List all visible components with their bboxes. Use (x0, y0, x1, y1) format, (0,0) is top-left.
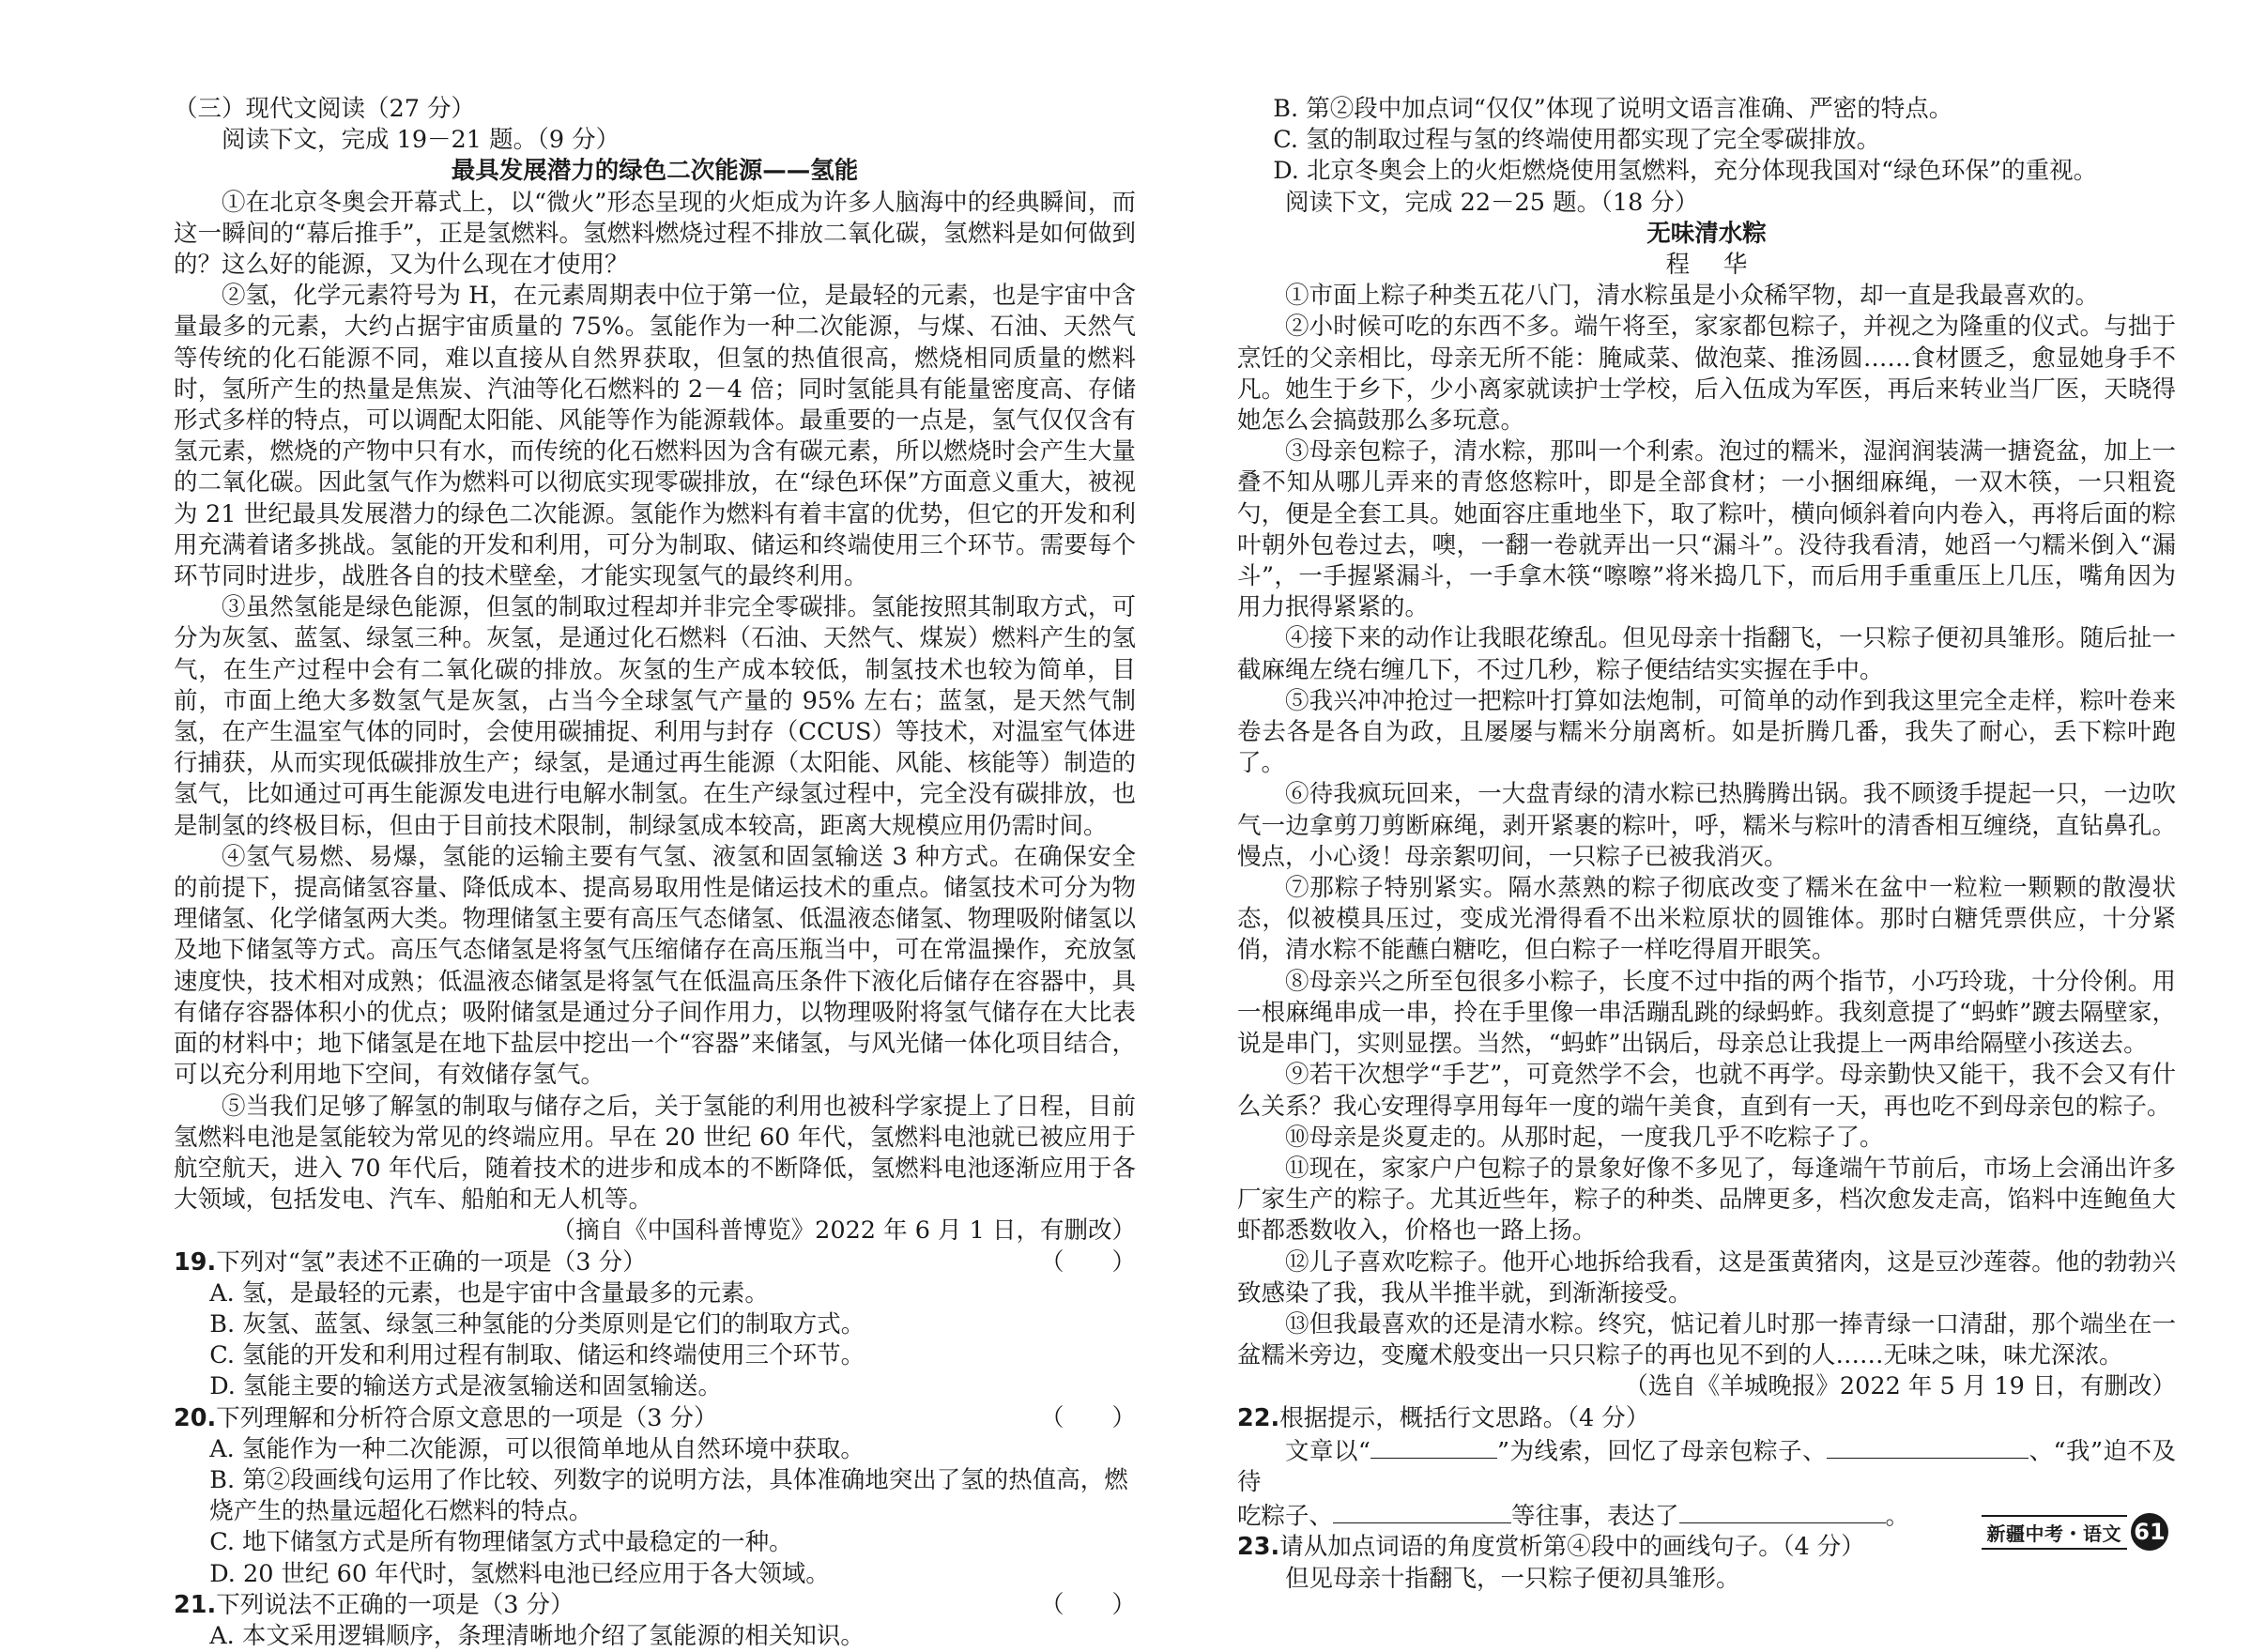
question-number: 22. (1237, 1403, 1280, 1432)
quoted-sentence: 但见母亲十指翻飞，一只粽子便初具雏形。 (1285, 1564, 1740, 1593)
question-19 (174, 1247, 1136, 1403)
paragraph: ②小时候可吃的东西不多。端午将至，家家都包粽子，并视之为隆重的仪式。与拙于烹饪的父亲相比，母亲无所不能：腌咸菜、做泡菜、推汤圆……食材匮乏，愈显她身手不凡。她生于乡下，少小离家就读护士学校，后入伍成为军医，再后来转业当厂医，天晓得她怎么会搞鼓那么多玩意。 (1237, 313, 2176, 436)
question-text: 下列理解和分析符合原文意思的一项是（3 分） (216, 1403, 718, 1432)
paragraph: ②氢，化学元素符号为 H，在元素周期表中位于第一位，是最轻的元素，也是宇宙中含量最多的元素，大约占据宇宙质量的 75%。氢能作为一种二次能源，与煤、石油、天然气等传统的化石能源不同，难以直接从自然界获取，但氢的热值很高，燃烧相同质量的燃料时，氢所产生的热量是焦炭、汽油等化石燃料的 2－4 倍；同时氢能具有能量密度高、存储形式多样的特点，可以调配太阳能、风能等作为能源载体。最重要的一点是，氢气仅仅含有氢元素，燃烧的产物中只有水，而传统的化石燃料因为含有碳元素，所以燃烧时会产生大量的二氧化碳。因此氢气作为燃料可以彻底实现零碳排放，在“绿色环保”方面意义重大，被视为 21 世纪最具发展潜力的绿色二次能源。氢能作为燃料有着丰富的优势，但它的开发和利用充满着诸多挑战。氢能的开发和利用，可分为制取、储运和终端使用三个环节。需要每个环节同时进步，战胜各自的技术壁垒，才能实现氢气的最终利用。 (174, 282, 1136, 591)
question-text: 请从加点词语的角度赏析第④段中的画线句子。（4 分） (1279, 1533, 1865, 1562)
option: D. 北京冬奥会上的火炬燃烧使用氢燃料，充分体现我国对“绿色环保”的重视。 (1273, 157, 2098, 186)
answer-blank[interactable] (1827, 1434, 2029, 1460)
answer-blank: （ ） (1039, 1590, 1136, 1619)
reading-intro: 阅读下文，完成 22－25 题。（18 分） (1285, 188, 1699, 217)
fill-text: ”为线索，回忆了母亲包粽子、 (1496, 1437, 1828, 1466)
paragraph: ⑪现在，家家户户包粽子的景象好像不多见了，每逢端午节前后，市场上会涌出许多厂家生产的粽子。尤其近些年，粽子的种类、品牌更多，档次愈发走高，馅料中连鲍鱼大虾都悉数收入，价格也一路上扬。 (1237, 1154, 2176, 1246)
fill-text: 吃粽子、 (1237, 1502, 1334, 1531)
paragraph: ⑨若干次想学“手艺”，可竟然学不会，也就不再学。母亲勤快又能干，我不会又有什么关系？我心安理得享用每年一度的端午美食，直到有一天，再也吃不到母亲包的粽子。 (1237, 1061, 2176, 1121)
question-number: 21. (174, 1590, 217, 1619)
question-number: 19. (174, 1247, 217, 1277)
answer-blank[interactable] (1679, 1499, 1886, 1524)
page-number: 61 (2131, 1513, 2168, 1551)
page-footer (1976, 1511, 2168, 1553)
question-text: 下列说法不正确的一项是（3 分） (216, 1590, 574, 1619)
paragraph: ⑥待我疯玩回来，一大盘青绿的清水粽已热腾腾出锅。我不顾烫手提起一只，一边吹气一边拿剪刀剪断麻绳，剥开紧裹的粽叶，呼，糯米与粽叶的清香相互缠绕，直钻鼻孔。慢点，小心烫！母亲絮叨间，一只粽子已被我消灭。 (1237, 780, 2176, 871)
paragraph: ⑦那粽子特别紧实。隔水蒸熟的粽子彻底改变了糯米在盆中一粒粒一颗颗的散漫状态，似被模具压过，变成光滑得看不出米粒原状的圆锥体。那时白糖凭票供应，十分紧俏，清水粽不能蘸白糖吃，但白粽子一样吃得眉开眼笑。 (1237, 874, 2176, 965)
question-text: 根据提示，概括行文思路。（4 分） (1279, 1403, 1650, 1432)
option: C. 地下储氢方式是所有物理储氢方式中最稳定的一种。 (209, 1528, 793, 1557)
answer-blank[interactable] (1370, 1434, 1497, 1460)
option: B. 灰氢、蓝氢、绿氢三种氢能的分类原则是它们的制取方式。 (209, 1309, 865, 1338)
fill-in-line (1237, 1434, 2176, 1499)
option: A. 本文采用逻辑顺序，条理清晰地介绍了氢能源的相关知识。 (209, 1621, 865, 1650)
paragraph: ④接下来的动作让我眼花缭乱。但见母亲十指翻飞，一只粽子便初具雏形。随后扯一截麻绳左绕右缠几下，不过几秒，粽子便结结实实握在手中。 (1237, 624, 2176, 684)
option: C. 氢能的开发和利用过程有制取、储运和终端使用三个环节。 (209, 1341, 865, 1370)
answer-blank: （ ） (1039, 1247, 1136, 1277)
answer-blank: （ ） (1039, 1403, 1136, 1432)
option: D. 氢能主要的输送方式是液氢输送和固氢输送。 (209, 1372, 722, 1401)
paragraph: ③虽然氢能是绿色能源，但氢的制取过程却并非完全零碳排。氢能按照其制取方式，可分为灰氢、蓝氢、绿氢三种。灰氢，是通过化石燃料（石油、天然气、煤炭）燃料产生的氢气，在生产过程中会有二氧化碳的排放。灰氢的生产成本较低，制氢技术也较为简单，目前，市面上绝大多数氢气是灰氢，占当今全球氢气产量的 95% 左右；蓝氢，是天然气制氢，在产生温室气体的同时，会使用碳捕捉、利用与封存（CCUS）等技术，对温室气体进行捕获，从而实现低碳排放生产；绿氢，是通过再生能源（太阳能、风能、核能等）制造的氢气，比如通过可再生能源发电进行电解水制氢。在生产绿氢过程中，完全没有碳排放，也是制氢的终极目标，但由于目前技术限制，制绿氢成本较高，距离大规模应用仍需时间。 (174, 593, 1136, 840)
question-text: 下列对“氢”表述不正确的一项是（3 分） (216, 1247, 647, 1277)
question-21 (174, 1590, 1136, 1652)
option: D. 20 世纪 60 年代时，氢燃料电池已经应用于各大领域。 (209, 1559, 830, 1588)
answer-blank[interactable] (1333, 1499, 1511, 1524)
paragraph: ③母亲包粽子，清水粽，那叫一个利索。泡过的糯米，湿润润装满一搪瓷盆，加上一叠不知从哪儿弄来的青悠悠粽叶，即是全部食材；一小捆细麻绳，一双木筷，一只粗瓷勺，便是全套工具。她面容庄重地坐下，取了粽叶，横向倾斜着向内卷入，再将后面的粽叶朝外包卷过去，噢，一翻一卷就弄出一只“漏斗”。没待我看清，她舀一勺糯米倒入“漏斗”，一手握紧漏斗，一手拿木筷“嚓嚓”将米捣几下，而后用手重重压上几压，嘴角因为用力抿得紧紧的。 (1237, 437, 2176, 622)
paragraph: ⑤我兴冲冲抢过一把粽叶打算如法炮制，可简单的动作到我这里完全走样，粽叶卷来卷去各是各自为政，且屡屡与糯米分崩离析。如是折腾几番，我失了耐心，丢下粽叶跑了。 (1237, 686, 2176, 778)
option: A. 氢能作为一种二次能源，可以很简单地从自然环境中获取。 (209, 1434, 865, 1463)
article-author: 程华 (1665, 251, 1782, 280)
right-column (1237, 94, 2176, 1595)
question-number: 20. (174, 1403, 217, 1432)
article-source: （选自《羊城晚报》2022 年 5 月 19 日，有删改） (1624, 1372, 2176, 1401)
option: B. 第②段中加点词“仅仅”体现了说明文语言准确、严密的特点。 (1273, 95, 1953, 123)
fill-text: 、“我”迫不及待 (1237, 1437, 2176, 1497)
paragraph: ⑫儿子喜欢吃粽子。他开心地拆给我看，这是蛋黄猪肉，这是豆沙莲蓉。他的勃勃兴致感染了我，我从半推半就，到渐渐接受。 (1237, 1247, 2176, 1308)
paragraph: ①市面上粽子种类五花八门，清水粽虽是小众稀罕物，却一直是我最喜欢的。 (1285, 282, 2100, 311)
reading-intro: 阅读下文，完成 19－21 题。（9 分） (222, 126, 620, 155)
question-number: 23. (1237, 1533, 1280, 1562)
left-column (174, 94, 1136, 1652)
article-source: （摘自《中国科普博览》2022 年 6 月 1 日，有删改） (551, 1216, 1136, 1246)
fill-text: 文章以“ (1285, 1437, 1370, 1466)
question-20 (174, 1403, 1136, 1590)
paragraph: ⑬但我最喜欢的还是清水粽。终究，惦记着儿时那一捧青绿一口清甜，那个端坐在一盆糯米旁边，变魔术般变出一只只粽子的再也见不到的人……无味之味，味尤深浓。 (1237, 1309, 2176, 1370)
section-header: （三）现代文阅读（27 分） (174, 95, 476, 123)
paragraph: ⑧母亲兴之所至包很多小粽子，长度不过中指的两个指节，小巧玲珑，十分伶俐。用一根麻绳串成一串，拎在手里像一串活蹦乱跳的绿蚂蚱。我刻意提了“蚂蚱”踱去隔壁家，说是串门，实则显摆。当然，“蚂蚱”出锅后，母亲总让我提上一两串给隔壁小孩送去。 (1237, 967, 2176, 1059)
book-label: 新疆中考・语文 (1982, 1515, 2128, 1550)
paragraph: ①在北京冬奥会开幕式上，以“微火”形态呈现的火炬成为许多人脑海中的经典瞬间，而这一瞬间的“幕后推手”，正是氢燃料。氢燃料燃烧过程不排放二氧化碳，氢燃料是如何做到的？这么好的能源，又为什么现在才使用？ (174, 188, 1136, 280)
option: C. 氢的制取过程与氢的终端使用都实现了完全零碳排放。 (1273, 126, 1881, 155)
paragraph: ⑩母亲是炎夏走的。从那时起，一度我几乎不吃粽子了。 (1285, 1123, 1884, 1152)
article-title: 无味清水粽 (1646, 219, 1767, 248)
paragraph: ⑤当我们足够了解氢的制取与储存之后，关于氢能的利用也被科学家提上了日程，目前氢燃料电池是氢能较为常见的终端应用。早在 20 世纪 60 年代，氢燃料电池就已被应用于航空航天，进入 70 年代后，随着技术的进步和成本的不断降低，氢燃料电池逐渐应用于各大领域，包括发电、汽车、船舶和无人机等。 (174, 1092, 1136, 1215)
option: B. 第②段画线句运用了作比较、列数字的说明方法，具体准确地突出了氢的热值高，燃烧产生的热量远超化石燃料的特点。 (209, 1465, 1128, 1526)
fill-text: 等往事，表达了 (1511, 1502, 1679, 1531)
fill-text: 。 (1885, 1502, 1910, 1531)
option: A. 氢，是最轻的元素，也是宇宙中含量最多的元素。 (209, 1278, 769, 1308)
article-title: 最具发展潜力的绿色二次能源——氢能 (451, 157, 859, 186)
paragraph: ④氢气易燃、易爆，氢能的运输主要有气氢、液氢和固氢输送 3 种方式。在确保安全的前提下，提高储氢容量、降低成本、提高易取用性是储运技术的重点。储氢技术可分为物理储氢、化学储氢两大类。物理储氢主要有高压气态储氢、低温液态储氢、物理吸附储氢以及地下储氢等方式。高压气态储氢是将氢气压缩储存在高压瓶当中，可在常温操作，充放氢速度快，技术相对成熟；低温液态储氢是将氢气在低温高压条件下液化后储存在容器中，具有储存容器体积小的优点；吸附储氢是通过分子间作用力，以物理吸附将氢气储存在大比表面的材料中；地下储氢是在地下盐层中挖出一个“容器”来储氢，与风光储一体化项目结合，可以充分利用地下空间，有效储存氢气。 (174, 842, 1136, 1090)
